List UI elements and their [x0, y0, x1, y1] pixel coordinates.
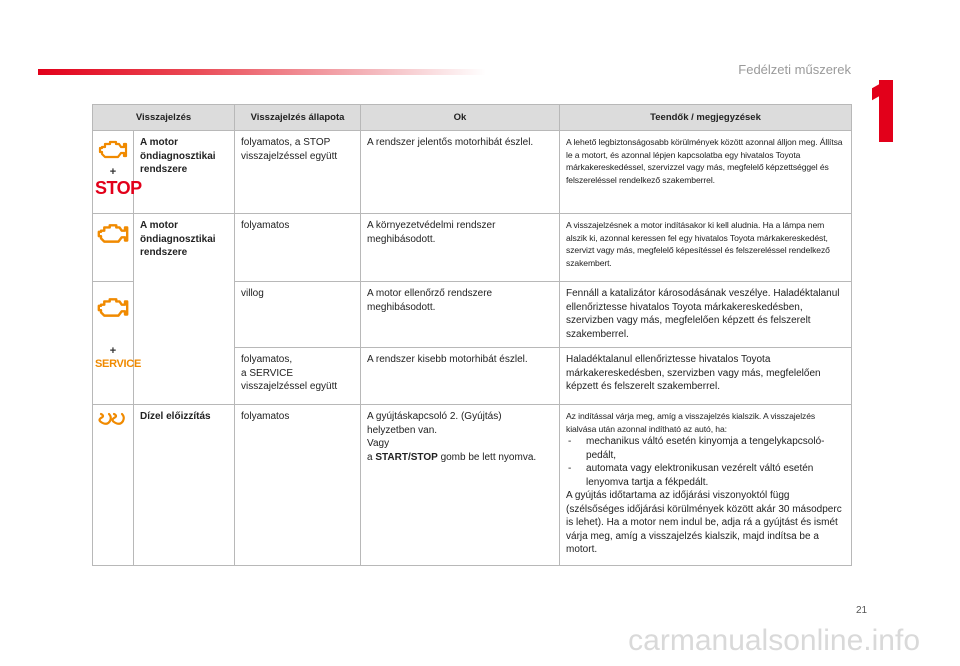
header-cause: Ok	[361, 105, 560, 131]
indicator-icon-cell	[93, 214, 134, 282]
list-item	[566, 462, 845, 489]
indicator-action: A lehető legbiztonságosabb körülmények között azonnal álljon meg. Állítsa le a motort, és azonnal lépjen kapcsolatba egy hivatalos Toyota márkakereskedéssel, szervizzel vagy más, megfelelő képzettséggel és felszereléssel rendelkező szakemberrel.	[560, 131, 852, 214]
section-title: Fedélzeti műszerek	[738, 62, 851, 77]
indicator-state: folyamatos	[235, 405, 361, 566]
table-header-row	[93, 105, 852, 131]
indicator-action: Haladéktalanul ellenőriztesse hivatalos Toyota márkakereskedésben, szervizben vagy más, megfelelően képzett és felszerelt szakemberrel.	[560, 348, 852, 405]
cause-suffix: gomb be lett nyomva.	[440, 451, 537, 463]
indicator-state: folyamatos, a STOP visszajelzéssel együtt	[235, 131, 361, 214]
cause-line: A gyújtáskapcsoló 2. (Gyújtás)	[367, 411, 502, 422]
plus-sign: +	[109, 165, 117, 178]
table-row	[93, 214, 852, 282]
header-indicator: Visszajelzés	[93, 105, 235, 131]
chapter-marker	[872, 80, 894, 142]
indicator-state: villog	[235, 282, 361, 348]
engine-check-icon	[96, 296, 130, 320]
list-item-text: mechanikus váltó esetén kinyomja a tengelykapcsoló-pedált,	[586, 436, 825, 461]
indicator-icon-cell	[93, 282, 141, 405]
indicator-name: A motor öndiagnosztikai rendszere	[134, 131, 235, 214]
indicator-action: A visszajelzésnek a motor indításakor ki kell aludnia. Ha a lámpa nem alszik ki, azonnal keressen fel egy hivatalos Toyota márkakereskedést, szervizt vagy más, megfelelő képesítéssel és felszereléssel rendelkező szakembert.	[560, 214, 852, 282]
cause-line	[367, 451, 553, 465]
indicator-action: Fennáll a katalizátor károsodásának veszélye. Haladéktalanul ellenőriztesse hivatalos Toyota márkakereskedésben, szervizben vagy más, megfelelően képzett és felszerelt szakemberrel.	[560, 282, 852, 348]
plus-sign: +	[109, 344, 117, 357]
state-line: folyamatos,	[241, 354, 293, 365]
indicator-icon-cell	[93, 405, 134, 566]
indicator-cause: A rendszer kisebb motorhibát észlel.	[361, 348, 560, 405]
glow-plug-icon	[98, 411, 128, 427]
indicator-state	[235, 348, 361, 405]
list-item	[566, 435, 845, 462]
watermark: carmanualsonline.info	[628, 624, 920, 657]
indicator-cause: A környezetvédelmi rendszer meghibásodott.	[361, 214, 560, 282]
indicator-icon-cell	[93, 131, 142, 214]
state-line: visszajelzéssel együtt	[241, 381, 338, 392]
indicator-name: Dízel előizzítás	[134, 405, 235, 566]
engine-check-icon	[98, 139, 128, 161]
warning-lights-table	[92, 104, 852, 566]
action-list	[566, 435, 845, 489]
cause-prefix: a	[367, 451, 373, 463]
indicator-action	[560, 405, 852, 566]
indicator-cause: A rendszer jelentős motorhibát észlel.	[361, 131, 560, 214]
list-dash: -	[568, 463, 572, 474]
page-number: 21	[856, 605, 868, 616]
action-intro: Az indítással várja meg, amíg a visszajelzés kialszik. A visszajelzés kialvása után azonnal indítható az autó, ha:	[566, 411, 816, 434]
service-icon: SERVICE	[95, 357, 141, 370]
header-state: Visszajelzés állapota	[235, 105, 361, 131]
indicator-cause: A motor ellenőrző rendszere meghibásodott.	[361, 282, 560, 348]
table-row	[93, 131, 852, 214]
cause-line: helyzetben van.	[367, 424, 438, 436]
action-tail: A gyújtás időtartama az időjárási viszonyoktól függ (szélsőséges időjárási körülmények között akár 30 másodperc is lehet). Ha a motor nem indul be, adja rá a gyújtást és ismét várja meg, amíg a visszajelzés kialszik, majd indítsa be a motort.	[566, 490, 842, 555]
indicator-name: A motor öndiagnosztikai rendszere	[134, 214, 235, 405]
engine-check-icon	[96, 222, 130, 246]
table-row	[93, 405, 852, 566]
chapter-marker-stem	[879, 80, 893, 142]
stop-icon: STOP	[95, 177, 142, 198]
indicator-cause	[361, 405, 560, 566]
header-actions: Teendők / megjegyzések	[560, 105, 852, 131]
state-line: a SERVICE	[241, 367, 294, 379]
header-accent-bar	[38, 69, 486, 75]
list-item-text: automata vagy elektronikusan vezérelt váltó esetén lenyomva tartja a fékpedált.	[586, 463, 814, 488]
indicator-state: folyamatos	[235, 214, 361, 282]
start-stop-label: START/STOP	[375, 451, 438, 463]
list-dash: -	[568, 436, 572, 447]
cause-line: Vagy	[367, 438, 390, 449]
